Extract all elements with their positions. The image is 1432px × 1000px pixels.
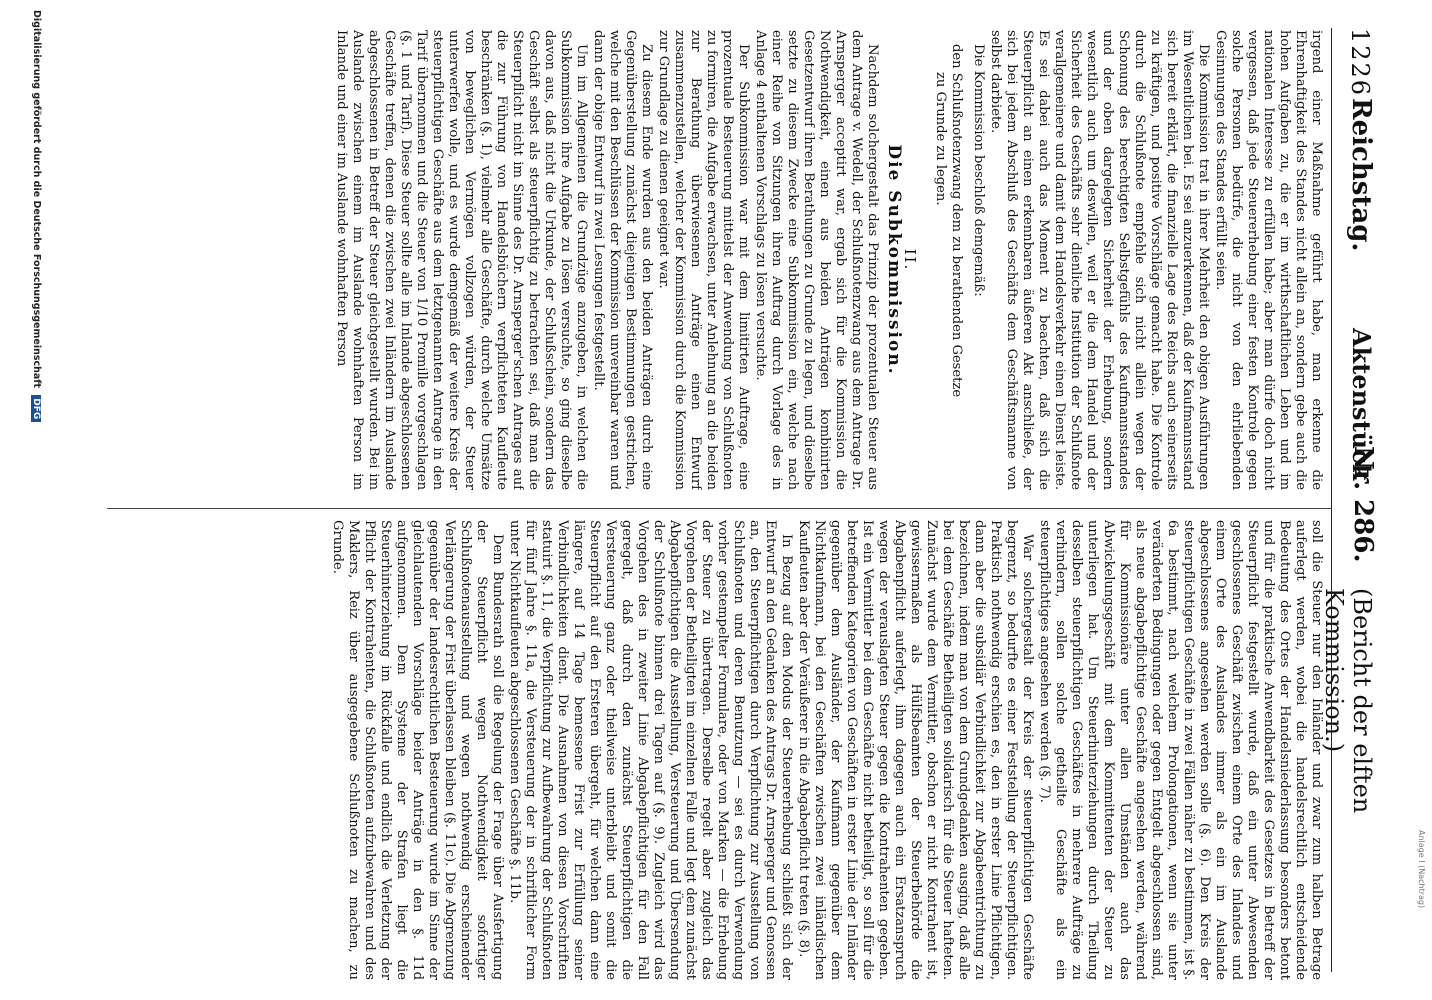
page-number: 1226 bbox=[1346, 28, 1374, 98]
paragraph: Zu diesem Ende wurden aus den beiden Anträgen durch eine Gegenüberstellung zunächst diejenigen Bestimmungen gestrichen, welche mit den Beschlüssen der Kommission unvereinbar waren und dann der obige Entwurf in zwei Lesungen festgestellt. bbox=[591, 30, 654, 490]
paragraph: irgend einer Maßnahme geführt habe, man erkenne die Ehrenhaftigkeit des Standes nicht allein an, sondern gebe auch die hohen Aufgaben zu, die er im wirthschaftlichen Leben und im nationalen Interesse zu erfüllen habe; aber man dürfe doch nicht vergessen, daß jede Steuererhebung einer festen Kontrole gegen solche Personen bedürfe, die nicht von den ehrliebenden Gesinnungen des Standes erfüllt seien. bbox=[1213, 30, 1324, 490]
resolution-line: den Schlußnotenzwang dem zu berathenden Gesetze bbox=[949, 44, 964, 398]
resolution bbox=[932, 44, 964, 490]
paragraph: Nachdem solchergestalt das Prinzip der prozentualen Steuer aus dem Antrage v. Wedell, der Schlußnotenzwang aus dem Antrage Dr. Arnsperger acceptirt war, ergab sich für die Kommission die Nothwendigkeit, einen aus beiden Anträgen kombinirten Gesetzentwurf ihren Berathungen zu Grunde zu legen, und dieselbe setzte zu diesem Zwecke eine Subkommission ein, welche nach einer Reihe von Sitzungen ihren Auftrag durch Vorlage des in Anlage 4 enthaltenen Vorschlags zu lösen versuchte. bbox=[753, 30, 880, 490]
left-column bbox=[104, 30, 1324, 490]
paragraph: Die Kommission beschloß demgemäß: bbox=[971, 44, 986, 297]
paragraph: soll die Steuer nur den Inländer und zwar zum halben Betrage auferlegt werden, wobei die handelsrechtlich entscheidende Bedeutung des Ortes der Handelsniederlassung besonders betont und für die praktische Anwendbarkeit des Gesetzes in Betreff der Steuerpflicht festgestellt wurde, daß ein unter Abwesenden geschlossenes Geschäft zwischen einem Orte des Inlandes und einem Orte des Auslandes immer als ein im Auslande abgeschlossenes angesehen werden solle (§. 6). Den Kreis der steuerpflichtigen Geschäfte in zwei Fällen näher zu bestimmen, ist §. 6a bestimmt, nach welchem Prolongationen, wenn sie unter veränderten Bedingungen oder gegen Entgelt abgeschlossen sind, als neue abgabepflichtige Geschäfte angesehen werden, während für Kommissionäre unter allen Umständen auch das Abwickelungsgeschäft mit dem Kommittenten der Steuer zu unterliegen hat. Um Steuerhinterziehungen durch Theilung desselben steuerpflichtigen Geschäftes in mehrere Aufträge zu verhindern, sollen solche getheilte Geschäfte als ein steuerpflichtiges angesehen werden (§. 7). bbox=[1037, 520, 1324, 980]
paragraph: Dem Bundesrath soll die Regelung der Frage über Ausfertigung der Steuerpflicht wegen Nothwendigkeit sofortiger Schlußnotenausstellung und wegen nothwendig erscheinender Verlängerung der Frist überlassen bleiben (§. 11c). Die Abgrenzung gegenüber der landesrechtlichen Besteuerung wurde im Sinne der gleichlautenden Vorschläge beider Anträge in den §. 11d aufgenommen. Dem Systeme der Strafen liegt die Steuerhinterziehung im Rückfalle und endlich die Verletzung der Pflicht der Kontrahenten, die Schlußnoten aufzubewahren und des Maklers, Reiz über ausgegebene Schlußnoten zu machen, zu Grunde. bbox=[330, 520, 505, 980]
aktenstueck-label: Aktenstück bbox=[1347, 328, 1376, 481]
journal-title: Reichstag. bbox=[1346, 98, 1376, 252]
paragraph: Um im Allgemeinen die Grundzüge anzugeben, in welchen die Subkommission ihre Aufgabe zu lösen versuchte, so ging dieselbe davon aus, daß nicht die Urkunde, der Schlußschein, sondern das Geschäft selbst als steuerpflichtig zu betrachten sei, daß man die Steuerpflicht nicht im Sinne des Dr. Arnsperger'schen Antrages auf die zur Führung von Handelsbüchern verpflichteten Kaufleute beschränken (§. 1), vielmehr alle Geschäfte, durch welche Umsätze von beweglichen Vermögen vollzogen würden, der Steuer unterwerfen wolle, und es wurde demgemäß der weitere Kreis der steuerpflichtigen Geschäfte aus dem letztgenannten Antrage in den Tarif übernommen und die Steuer von 1/10 Promille vorgeschlagen (§. 1 und Tarif). Diese Steuer sollte alle im Inlande abgeschlossenen Geschäfte treffen, denen die zwischen zwei Inländern im Auslande abgeschlossenen in Betreff der Steuer gleichgestellt wurden. Bei im Auslande zwischen einem im Auslande wohnhaften Person im Inlande und einer im Auslande wohnhaften Person bbox=[334, 30, 589, 490]
column-divider bbox=[107, 508, 1332, 509]
margin-note: Anlage I (Nachtrag) bbox=[1417, 830, 1426, 909]
digitization-credit bbox=[31, 10, 42, 990]
section-number: II. bbox=[901, 248, 919, 272]
document-number: Nr. 286. bbox=[1348, 446, 1378, 563]
paragraph: Die Kommission trat in ihrer Mehrheit den obigen Ausführungen im Wesentlichen bei. Es sei anzuerkennen, daß der Kaufmannsstand sich bereit erklärt, die finanzielle Lage des Reichs auch seinerseits zu kräftigen, und positive Vorschläge gemacht habe. Die Kontrole durch die Schlußnote empfehle sich nicht allein wegen der Schonung des berechtigten Selbstgefühls des Kaufmannsstandes und der oben dargelegten Sicherheit der Erhebung, sondern wesentlich auch um deswillen, weil er die dem Handel und der Sicherheit des Geschäfts sehr dienliche Institution der Schlußnote verallgemeinere und damit dem Handelsverkehr einen Dienst leiste. Es sei dabei auch das Moment zu beachten, daß sich die Steuerpflicht an einen erkennbaren äußeren Akt anschließe, der sich bei jedem Abschluß des Geschäfts dem Geschäftsmanne von selbst darbiete. bbox=[988, 30, 1211, 490]
dfg-logo: DFG bbox=[31, 395, 41, 422]
paragraph: War solchergestalt der Kreis der steuerpflichtigen Geschäfte begrenzt, so bedurfte es einer Feststellung der Steuerpflichtigen. Praktisch nothwendig erschien es, den in erster Linie Pflichtigen, dann aber die subsidiär Verbindlichkeit zur Abgabeentrichtung zu bezeichnen, indem man von dem Grundgedanken ausging, daß alle bei dem Geschäfte Betheiligten solidarisch für die Steuer hafteten. Zunächst wurde dem Vermittler, obschon er nicht Kontrahent ist, gewissermaßen als Hülfsbeamten der Steuerbehörde die Abgabenpflicht auferlegt, ihm dagegen auch ein Ersatzanspruch wegen der verauslagten Steuer gegen die Kontrahenten gegeben. Ist ein Vermittler bei dem Geschäfte nicht betheiligt, so soll für die betreffenden Kategorien von Geschäften in erster Linie der Inländer gegenüber dem Ausländer, der Kaufmann gegenüber dem Nichtkaufmann, bei den Geschäften zwischen zwei inländischen Kaufleuten aber der Veräußerer in die Abgabepflicht treten (§. 8). bbox=[796, 520, 1035, 980]
paragraph: In Bezug auf den Modus der Steuererhebung schließt sich der Entwurf an den Gedanken des Antrags Dr. Arnsperger und Genossen an, den Steuerpflichtigen durch Verpflichtung zur Ausstellung von Schlußnoten und deren Benutzung — sei es durch Verwendung vorher gestempelter Formulare, oder von Marken — die Erhebung der Steuer zu übertragen. Derselbe regelt aber zugleich das Vorgehen der Betheiligten im einzelnen Falle und legt dem zunächst Abgabepflichtigen die Ausstellung, Versteuerung und Übersendung der Schlußnote binnen drei Tagen auf (§. 9). Zugleich wird das Vorgehen des in zweiter Linie Abgabepflichtigen für den Fall geregelt, daß durch den zunächst Steuerpflichtigen die Versteuerung ganz oder theilweise unterbleibt und somit die Steuerpflicht auf den Ersteren übergeht, für welchen dann eine längere, auf 14 Tage bemessene Frist zur Erfüllung seiner Verbindlichkeiten dient. Die Ausnahmen von diesen Vorschriften statuirt §. 11, die Verpflichtung zur Aufbewahrung der Schlußnoten für fünf Jahre §. 11a, die Versteuerung der in schriftlicher Form unter Nichtkaufleuten abgeschlossenen Geschäfte §. 11b. bbox=[507, 520, 794, 980]
page-header bbox=[1320, 28, 1380, 972]
right-column bbox=[104, 520, 1324, 980]
header-rule bbox=[1331, 28, 1332, 972]
resolution-line: zu Grunde zu legen. bbox=[933, 72, 948, 206]
section-heading bbox=[884, 30, 918, 490]
section-title: Die Subkommission. bbox=[884, 144, 904, 376]
running-title: (Bericht der elften Kommission.) bbox=[1320, 588, 1376, 814]
paragraph: Der Subkommission war mit dem limitirten Auftrage, eine prozentuale Besteuerung mittelst der Anwendung von Schlußnoten zu formiren, die Aufgabe erwachsen, unter Anlehnung an die beiden zur Berathung überwiesenen Anträge einen Entwurf zusammenzustellen, welcher der Kommission durch die Kommission zur Grundlage zu dienen geeignet war. bbox=[656, 30, 751, 490]
credit-text: Digitalisierung gefördert durch die Deutsche Forschungsgemeinschaft bbox=[31, 10, 42, 388]
